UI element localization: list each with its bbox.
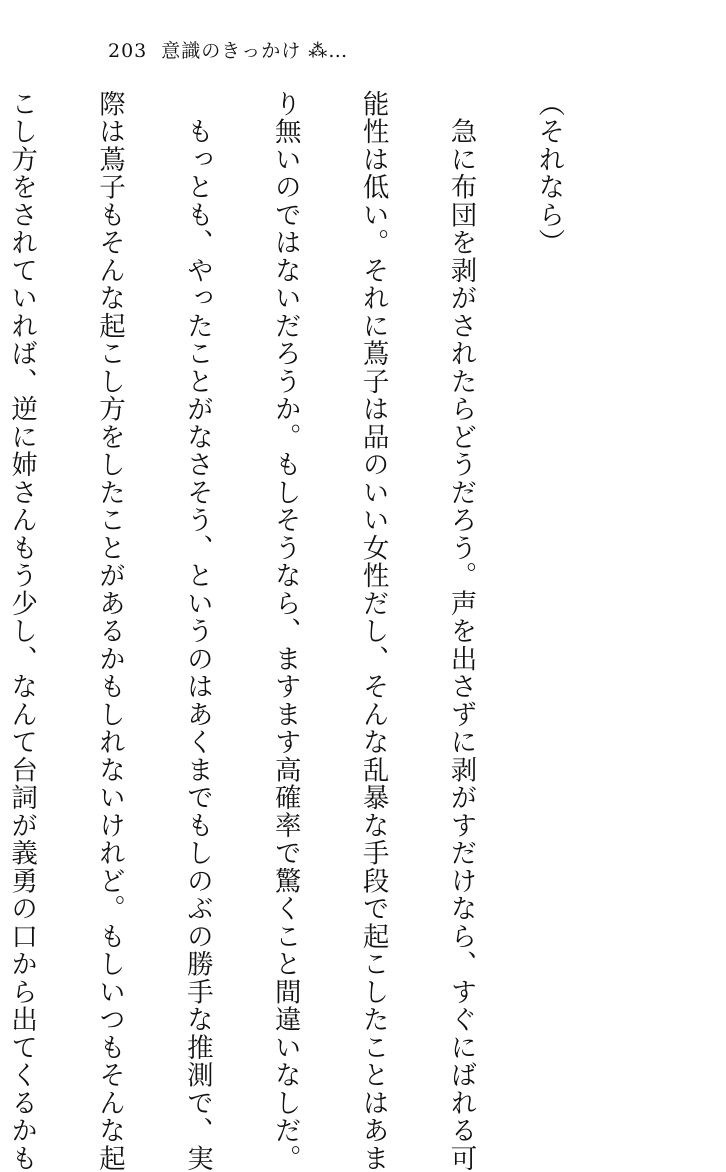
page-number: 203 — [108, 40, 148, 62]
text-line: もっとも、やったことがなさそう、というのはあくまでもしのぶの勝手な推測で、実 — [181, 90, 213, 1172]
text-line: 能性は低い。それに蔦子は品のいい女性だし、そんな乱暴な手段で起こしたことはあま — [357, 90, 389, 1172]
text-line: 急に布団を剥がされたらどうだろう。声を出さずに剥がすだけなら、すぐにばれる可 — [445, 90, 477, 1172]
text-line: 際は蔦子もそんな起こし方をしたことがあるかもしれないけれど。もしいつもそんな起 — [93, 90, 125, 1172]
chapter-title: 意識のきっかけ ⁂… — [161, 40, 349, 62]
page-header — [108, 36, 348, 63]
text-line: こし方をされていれば、逆に姉さんもう少し、なんて台詞が義勇の口から出てくるかも — [6, 90, 38, 1172]
text-line: （それなら） — [533, 90, 565, 257]
body-text — [0, 90, 622, 1172]
text-line: り無いのではないだろうか。もしそうなら、ますます高確率で驚くこと間違いなしだ。 — [269, 90, 301, 1172]
